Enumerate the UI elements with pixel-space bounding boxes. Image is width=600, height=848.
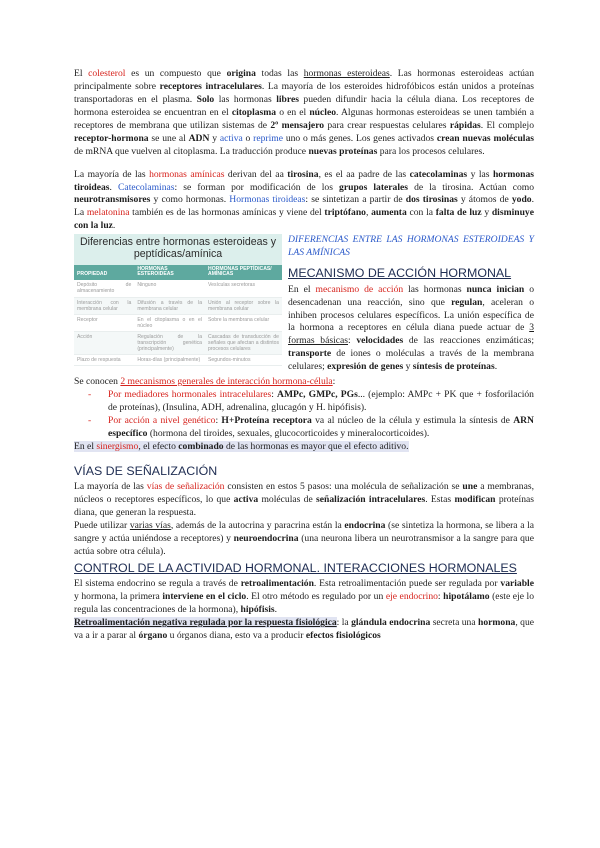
text: Se conocen bbox=[74, 376, 121, 388]
term-organo: órgano bbox=[138, 630, 168, 642]
term-une: une bbox=[462, 481, 478, 493]
text: y las bbox=[467, 168, 493, 180]
table-cell: Unión al receptor sobre la membrana celular bbox=[205, 297, 282, 314]
text: La mayoría de las bbox=[74, 481, 147, 493]
term-mediadores: Por mediadores hormonales intracelulares bbox=[108, 389, 272, 401]
term-crean-nuevas-moleculas: crean nuevas moléculas bbox=[436, 132, 534, 144]
text: La mayoría de las bbox=[74, 168, 150, 180]
text: , el efecto bbox=[138, 440, 179, 452]
table-and-mechanism-block bbox=[74, 234, 534, 374]
term-efectos: efectos fisiológicos bbox=[305, 630, 381, 642]
text: para los procesos celulares. bbox=[377, 145, 485, 157]
text: y como hormonas. bbox=[150, 194, 230, 206]
text: y bbox=[209, 132, 220, 144]
term-dos-tirosinas: dos tirosinas bbox=[405, 194, 458, 206]
text: : bbox=[271, 389, 278, 401]
text: y bbox=[403, 361, 413, 373]
text: o bbox=[242, 132, 254, 144]
term-retroalimentacion: retroalimentación bbox=[240, 578, 314, 590]
text: . Estas bbox=[425, 494, 455, 506]
list-item bbox=[98, 415, 534, 441]
table-caption: DIFERENCIAS ENTRE LAS HORMONAS ESTEROIDEAS Y LAS AMÍNICAS bbox=[288, 234, 534, 259]
heading-control: CONTROL DE LA ACTIVIDAD HORMONAL. INTERACCIONES HORMONALES bbox=[74, 560, 517, 575]
text: En el bbox=[288, 283, 316, 295]
term-tirosina: tirosina bbox=[287, 168, 319, 180]
text: las hormonas bbox=[403, 283, 467, 295]
text: o en el bbox=[276, 106, 310, 118]
highlight-sinergismo bbox=[74, 441, 409, 452]
term-modifican: modifican bbox=[454, 494, 496, 506]
paragraph-amine-hormones bbox=[74, 169, 534, 234]
term-varias-vias: varias vías bbox=[129, 520, 171, 532]
term-neuroendocrina: neuroendocrina bbox=[233, 533, 299, 545]
text: : bbox=[348, 335, 357, 347]
text: de mRNA que vuelven al citoplasma. La traducción produce bbox=[74, 145, 309, 157]
table-cell: Regulación de la transcripción genética (principalmente) bbox=[134, 331, 205, 354]
table-cell: Cascadas de transducción de señales que afectan a distintos procesos celulares bbox=[205, 331, 282, 354]
text: secreta una bbox=[430, 617, 479, 629]
text: , bbox=[365, 207, 372, 219]
term-interviene: interviene en el ciclo bbox=[162, 591, 247, 603]
term-dos-mecanismos: 2 mecanismos generales de interacción hormona-célula bbox=[120, 376, 333, 388]
table-row bbox=[74, 355, 282, 366]
table-cell: Difusión a través de la membrana celular bbox=[134, 297, 205, 314]
text: de la tirosina. Actúan como bbox=[408, 181, 535, 193]
term-senalizacion: señalización intracelulares bbox=[316, 494, 426, 506]
text: . Algunas hormonas esteroideas se unen también a receptores de membrana que utilizan sistemas de bbox=[74, 106, 534, 131]
paragraph-control bbox=[74, 578, 534, 617]
paragraph-two-mechanisms bbox=[74, 376, 534, 389]
text: : bbox=[332, 376, 336, 388]
term-tres-formas: 3 formas básicas bbox=[288, 322, 534, 347]
text: es un compuesto que bbox=[125, 68, 227, 79]
text: . bbox=[112, 220, 116, 232]
text: todas las bbox=[255, 68, 304, 79]
text: y bbox=[481, 207, 492, 219]
table-cell: Plazo de respuesta bbox=[74, 355, 134, 366]
term-colesterol: colesterol bbox=[88, 68, 126, 79]
text: (una neurona libera un neurotransmisor a la sangre para que actúa sobre otra célula). bbox=[74, 533, 534, 557]
heading-vias: VÍAS DE SEÑALIZACIÓN bbox=[74, 463, 218, 478]
term-ampc: AMPc, GMPc, PGs bbox=[277, 389, 358, 401]
column-header: HORMONAS ESTEROIDEAS bbox=[134, 265, 205, 281]
text: y átomos de bbox=[457, 194, 512, 206]
term-sinergismo: sinergismo bbox=[96, 440, 139, 452]
mechanism-column bbox=[288, 234, 534, 374]
table-row bbox=[74, 297, 282, 314]
table-cell: Ninguno bbox=[134, 280, 205, 297]
text: : bbox=[437, 591, 444, 603]
paragraph-retro-negativa bbox=[74, 617, 534, 643]
text: . bbox=[274, 604, 278, 616]
term-glandula: glándula endocrina bbox=[351, 617, 431, 629]
term-sintesis: síntesis de proteínas bbox=[412, 361, 495, 373]
table-cell: Acción bbox=[74, 331, 134, 354]
term-mecanismo: mecanismo de acción bbox=[315, 283, 404, 295]
table-cell: Interacción con la membrana celular bbox=[74, 297, 134, 314]
term-vias: vías de señalización bbox=[146, 481, 225, 493]
term-transporte: transporte bbox=[288, 348, 332, 360]
text: va al núcleo de la célula y estimula la síntesis de bbox=[311, 415, 514, 426]
text: (hormona del tiroides, sexuales, glucocorticoides y mineralocorticoides). bbox=[147, 427, 430, 439]
text: se une al bbox=[148, 132, 189, 144]
text: . El otro método es regulado por un bbox=[246, 591, 386, 603]
term-solo: Solo bbox=[196, 93, 215, 105]
text: u órganos diana, esto va a producir bbox=[167, 630, 306, 642]
term-receptor-hormona: receptor-hormona bbox=[74, 132, 149, 144]
table-title: Diferencias entre hormonas esteroideas y peptídicas/amínica bbox=[74, 234, 282, 264]
text: . La mayoría de los esteroides hidrofóbicos están unidos a proteínas transportadoras en el plasma. bbox=[74, 80, 535, 105]
column-header: PROPIEDAD bbox=[74, 265, 134, 281]
term-hipofisis: hipófisis bbox=[240, 604, 275, 616]
text: : se forman por modificación de los bbox=[174, 181, 340, 193]
column-header: HORMONAS PEPTÍDICAS/ AMÍNICAS bbox=[205, 265, 282, 281]
table-row bbox=[74, 314, 282, 331]
text: derivan del aa bbox=[224, 168, 288, 180]
text: . bbox=[109, 181, 119, 193]
term-velocidades: velocidades bbox=[356, 335, 404, 347]
term-expresion: expresión de genes bbox=[327, 361, 404, 373]
text: de las hormonas es mayor que el efecto aditivo. bbox=[223, 440, 409, 452]
text: El bbox=[74, 68, 89, 79]
text: . El complejo bbox=[480, 119, 535, 131]
term-receptores-intracelulares: receptores intracelulares bbox=[159, 80, 262, 92]
term-triptofano: triptófano bbox=[324, 207, 366, 219]
term-nunca-inician: nunca inician bbox=[466, 283, 525, 295]
document-page bbox=[74, 68, 534, 643]
term-eje-endocrino: eje endocrino bbox=[385, 591, 438, 603]
text: con la bbox=[406, 207, 436, 219]
term-origina: origina bbox=[226, 68, 256, 79]
term-neurotransmisores: neurotransmisores bbox=[74, 194, 151, 206]
table-cell: Horas-días (principalmente) bbox=[134, 355, 205, 366]
term-reprime: reprime bbox=[253, 132, 284, 144]
term-hormonas-esteroideas: hormonas esteroideas bbox=[303, 68, 390, 79]
heading-mecanismo: MECANISMO DE ACCIÓN HORMONAL bbox=[288, 266, 512, 281]
paragraph-sinergismo bbox=[74, 441, 534, 454]
paragraph-mechanism bbox=[288, 284, 534, 375]
list-item bbox=[98, 389, 534, 415]
term-falta-de-luz: falta de luz bbox=[435, 207, 482, 219]
table-cell: Depósito de almacenamiento bbox=[74, 280, 134, 297]
text: uno o más genes. Los genes activados bbox=[283, 132, 437, 144]
term-retro-negativa: Retroalimentación negativa regulada por la respuesta fisiológica bbox=[74, 617, 337, 629]
term-arn: ARN específico bbox=[108, 415, 534, 439]
term-adn: ADN bbox=[188, 132, 210, 144]
text: proteínas diana, que generan la respuesta. bbox=[74, 494, 534, 519]
text: , aceleran o inhiben procesos celulares específicos. La unión específica de la hormona a receptores en célula diana puede actuar de bbox=[288, 296, 534, 334]
mechanism-list bbox=[74, 389, 534, 441]
text: : bbox=[215, 415, 222, 426]
term-hormonas-tiroideas-blue: Hormonas tiroideas bbox=[229, 194, 306, 206]
term-yodo: yodo bbox=[511, 194, 532, 206]
term-citoplasma: citoplasma bbox=[231, 106, 277, 118]
term-grupos-laterales: grupos laterales bbox=[339, 181, 409, 193]
term-regulan: regulan bbox=[451, 296, 483, 308]
term-catecolaminas-blue: Catecolaminas bbox=[118, 181, 175, 193]
text: , que va a ir a parar al bbox=[74, 617, 534, 642]
text: . Esta retroalimentación puede ser regulada por bbox=[313, 578, 501, 590]
term-catecolaminas: catecolaminas bbox=[409, 168, 468, 180]
text: . La bbox=[74, 194, 534, 219]
term-disminuye: disminuye con la luz bbox=[74, 207, 534, 232]
term-rapidas: rápidas bbox=[449, 119, 481, 131]
term-nuevas-proteinas: nuevas proteínas bbox=[308, 145, 378, 157]
text: , además de la autocrina y paracrina están la bbox=[170, 520, 345, 532]
table-header-row bbox=[74, 265, 282, 281]
text: para crear respuestas celulares bbox=[324, 119, 450, 131]
table-cell: En el citoplasma o en el núcleo bbox=[134, 314, 205, 331]
term-libres: libres bbox=[276, 93, 299, 105]
term-hormonas-tiroideas: hormonas tiroideas bbox=[74, 168, 534, 193]
table-row bbox=[74, 280, 282, 297]
paragraph-vias bbox=[74, 481, 534, 520]
text: (este eje lo regula las concentraciones de la hormona), bbox=[74, 591, 534, 616]
term-hormona: hormona bbox=[478, 617, 516, 629]
text: a membranas, núcleos o receptores específicos, lo que bbox=[74, 481, 534, 506]
text: consisten en estos 5 pasos: una molécula de señalización se bbox=[224, 481, 463, 493]
text: : la bbox=[336, 617, 352, 629]
text: de iones o moléculas a través de la membrana celulares; bbox=[288, 348, 534, 373]
text: las hormonas bbox=[214, 93, 277, 105]
table-cell: Sobre la membrana celular bbox=[205, 314, 282, 331]
term-variable: variable bbox=[500, 578, 534, 590]
term-aumenta: aumenta bbox=[371, 207, 407, 219]
table-row bbox=[74, 331, 282, 354]
term-activa: activa bbox=[219, 132, 243, 144]
text: también es de las hormonas amínicas y viene del bbox=[129, 207, 325, 219]
text: , es el aa padre de las bbox=[318, 168, 410, 180]
term-hormonas-aminicas: hormonas amínicas bbox=[149, 168, 225, 180]
term-melatonina: melatonina bbox=[86, 207, 130, 219]
term-endocrina: endocrina bbox=[344, 520, 386, 532]
term-hipotalamo: hipotálamo bbox=[443, 591, 490, 603]
text: moléculas de bbox=[258, 494, 317, 506]
text: o desencadenan una reacción, sino que bbox=[288, 283, 534, 308]
term-combinado: combinado bbox=[178, 440, 224, 452]
term-activa: activa bbox=[233, 494, 259, 506]
text: El sistema endocrino se regula a través de bbox=[74, 578, 241, 590]
text: . Las hormonas esteroideas actúan principalmente sobre bbox=[74, 68, 534, 92]
text: de las reacciones enzimáticas; bbox=[403, 335, 534, 347]
hormone-differences-table-image bbox=[74, 234, 282, 374]
table-cell: Vesículas secretoras bbox=[205, 280, 282, 297]
term-nucleo: núcleo bbox=[309, 106, 336, 118]
table-cell: Segundos-minutos bbox=[205, 355, 282, 366]
text: : se sintetizan a partir de bbox=[305, 194, 406, 206]
term-nivel-genetico: Por acción a nivel genético bbox=[108, 415, 216, 426]
term-segundo-mensajero: 2º mensajero bbox=[270, 119, 325, 131]
text: En el bbox=[74, 440, 97, 452]
paragraph-steroid-hormones bbox=[74, 68, 534, 159]
term-h-proteina: H+Proteína receptora bbox=[221, 415, 312, 426]
text: y hormona, la primera bbox=[74, 591, 163, 603]
text: ... (ejemplo: AMPc + PK que + fosforilación de proteínas), (Insulina, ADH, adrenalina, glucagón y H. hipófisis). bbox=[108, 389, 534, 414]
hormone-differences-table bbox=[74, 265, 282, 367]
text: Puede utilizar bbox=[74, 520, 130, 532]
text: pueden difundir hacia la célula diana. Los receptores de hormona esteroidea se encuentran en el bbox=[74, 93, 534, 118]
table-cell: Receptor bbox=[74, 314, 134, 331]
text: . bbox=[494, 361, 498, 373]
text: (se sintetiza la hormona, se libera a la sangre y actúa uniéndose a receptores) y bbox=[74, 520, 534, 545]
paragraph-varias-vias bbox=[74, 520, 534, 559]
